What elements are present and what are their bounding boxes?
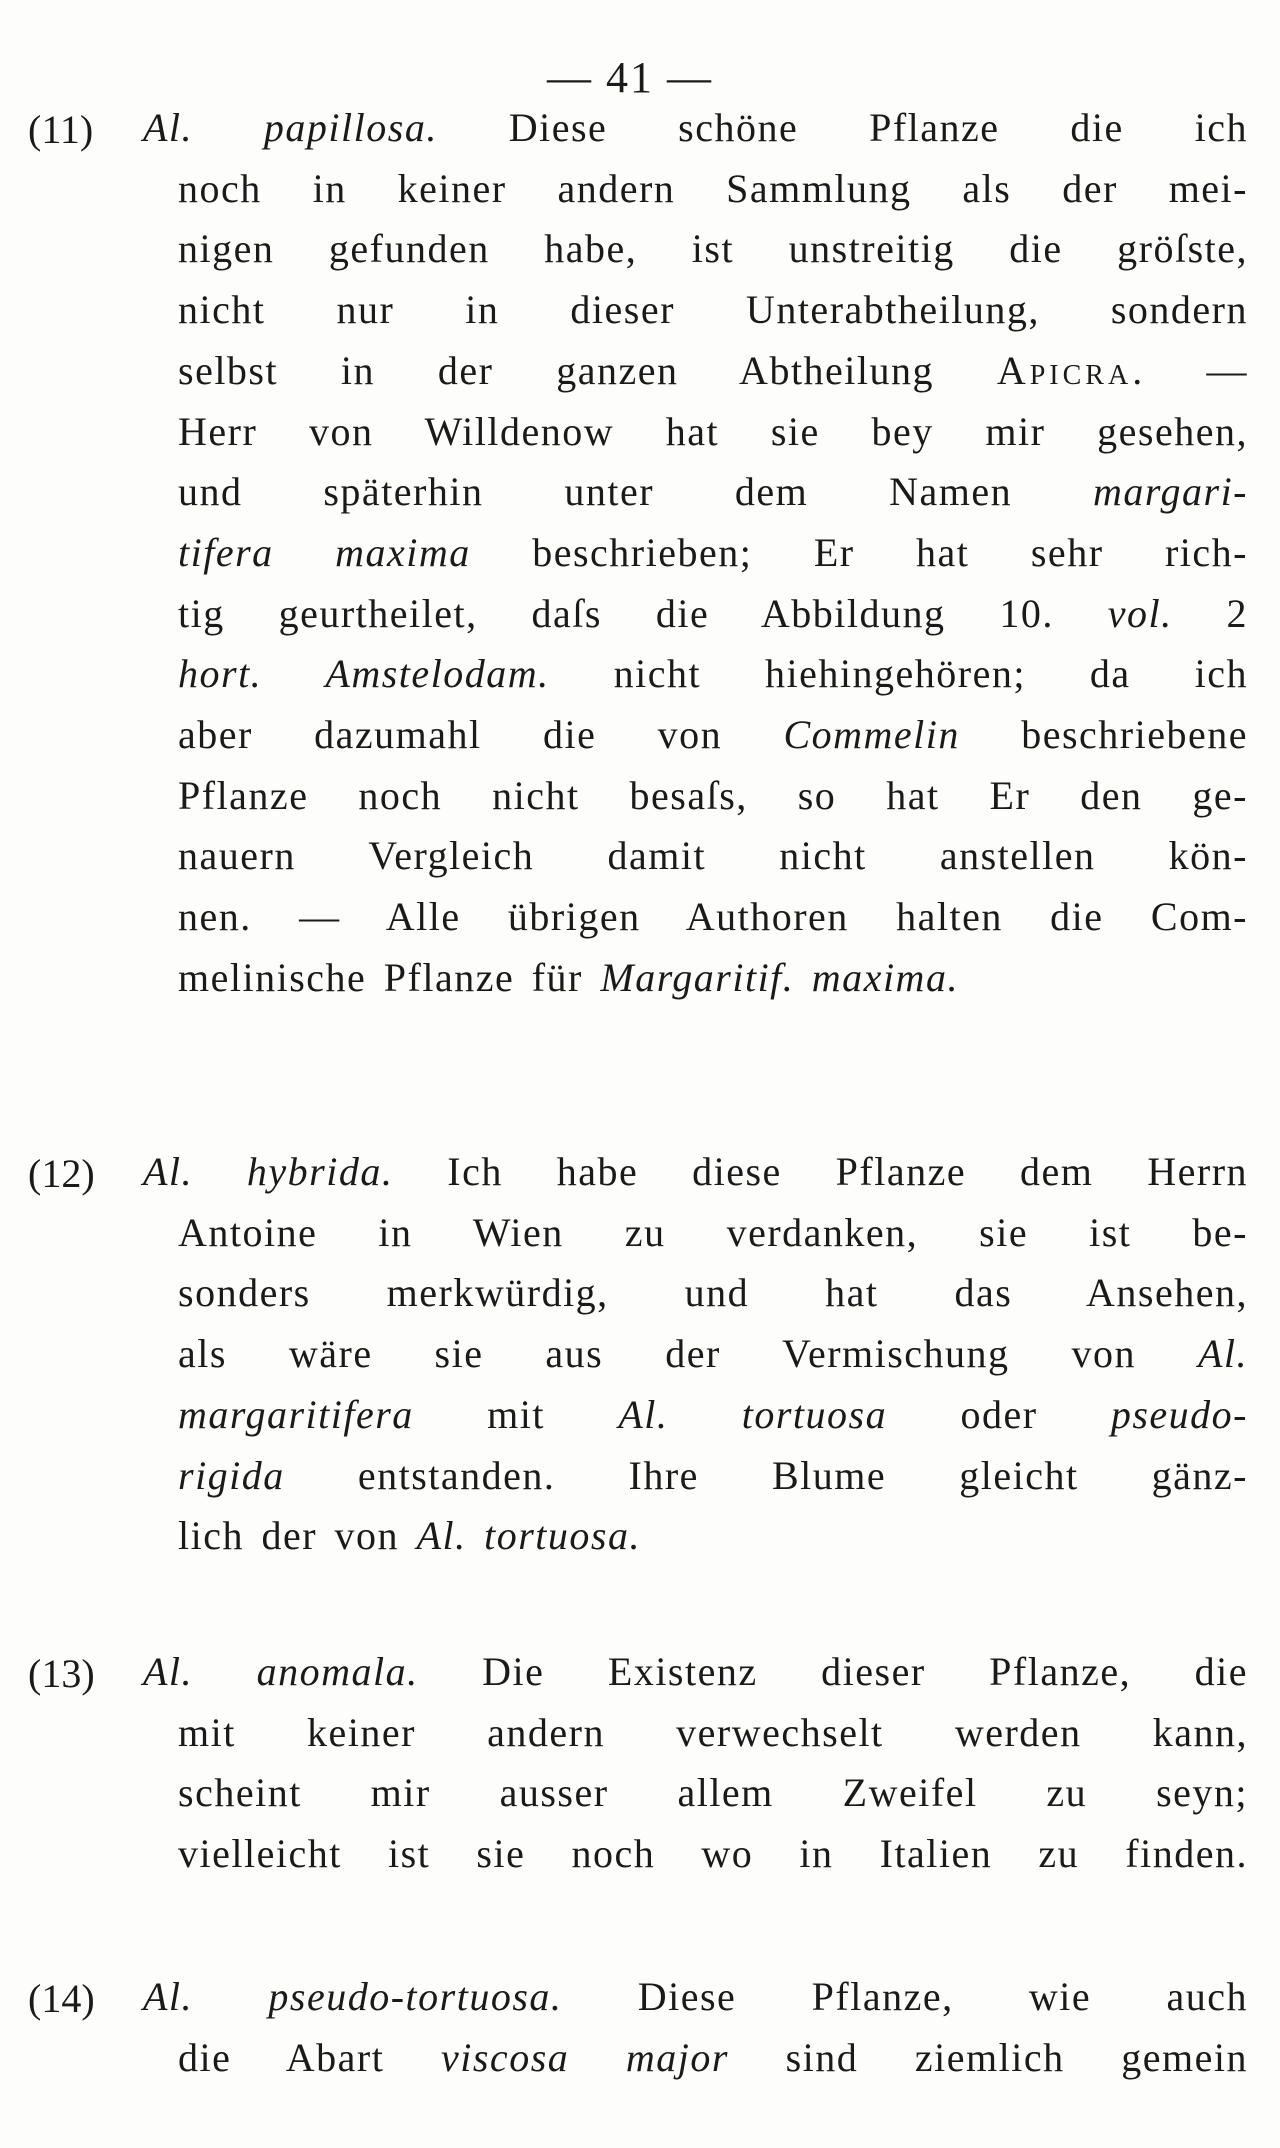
roman-text: nigen gefunden habe, ist unstreitig die gröſste,: [178, 226, 1248, 272]
italic-text: Al.: [1197, 1331, 1248, 1377]
text-line: [178, 644, 1248, 704]
roman-text: nauern Vergleich damit nicht anstellen kön-: [178, 833, 1248, 879]
entry-number: (13): [28, 1651, 95, 1696]
italic-text: Al. pseudo-tortuosa.: [143, 1974, 563, 2019]
roman-text: vielleicht ist sie noch wo in Italien zu finden.: [178, 1831, 1248, 1877]
text-line: [143, 1642, 1248, 1702]
text-line: [178, 1324, 1248, 1384]
italic-text: Al. anomala.: [143, 1649, 419, 1694]
text-line: [178, 766, 1248, 826]
text-line: [178, 1263, 1248, 1323]
italic-text: Al. tortuosa: [618, 1391, 888, 1437]
roman-text: . —: [1132, 347, 1249, 393]
roman-text: Antoine in Wien zu verdanken, sie ist be-: [178, 1209, 1248, 1255]
roman-text: beschrieben; Er hat sehr rich-: [470, 529, 1248, 575]
roman-text: Herr von Willdenow hat sie bey mir gesehen,: [178, 408, 1248, 454]
text-line: [178, 1446, 1248, 1506]
entry-number: (12): [28, 1151, 95, 1196]
roman-text: entstanden. Ihre Blume gleicht gänz-: [284, 1452, 1248, 1498]
roman-text: nicht hiehingehören; da ich: [549, 651, 1248, 697]
roman-text: melinische Pflanze für: [178, 954, 601, 1000]
italic-text: hort. Amstelodam.: [178, 651, 550, 697]
text-line: [178, 826, 1248, 886]
text-line: [143, 1967, 1248, 2027]
italic-text: Margaritif. maxima.: [600, 954, 959, 1000]
roman-text: sind ziemlich gemein: [728, 2034, 1248, 2080]
italic-text: Al. tortuosa.: [416, 1513, 641, 1559]
roman-text: Die Existenz dieser Pflanze, die: [418, 1649, 1248, 1694]
italic-text: Al. papillosa.: [143, 105, 438, 150]
italic-text: margari-: [1093, 469, 1248, 515]
roman-text: die Abart: [178, 2034, 441, 2080]
text-line: [178, 219, 1248, 279]
text-line: [178, 584, 1248, 644]
italic-text: tifera maxima: [178, 529, 471, 575]
roman-text: Diese schöne Pflanze die ich: [437, 105, 1249, 150]
page-number: — 41 —: [547, 53, 713, 102]
text-line: [178, 341, 1248, 401]
small-caps-text: Apicra: [996, 347, 1133, 393]
text-line: [178, 1506, 1248, 1566]
text-line: [178, 948, 1248, 1008]
text-line: [178, 1703, 1248, 1763]
roman-text: beschriebene: [959, 712, 1248, 757]
text-line: [143, 1142, 1248, 1202]
text-line: [178, 523, 1248, 583]
roman-text: oder: [887, 1391, 1111, 1437]
roman-text: Pflanze noch nicht besaſs, so hat Er den ge-: [178, 772, 1248, 818]
entry-number: (11): [28, 107, 94, 152]
roman-text: mit: [413, 1391, 619, 1437]
text-line: [178, 887, 1248, 947]
roman-text: Ich habe diese Pflanze dem Herrn: [393, 1149, 1249, 1194]
italic-text: pseudo-: [1110, 1391, 1248, 1437]
roman-text: lich der von: [178, 1513, 417, 1559]
italic-text: margaritifera: [178, 1391, 414, 1437]
text-line: [178, 1203, 1248, 1263]
roman-text: 2: [1172, 590, 1249, 636]
entry-number: (14): [28, 1976, 95, 2021]
text-line: [178, 402, 1248, 462]
text-line: [178, 705, 1248, 765]
italic-text: viscosa major: [441, 2034, 729, 2080]
italic-text: vol.: [1107, 590, 1173, 636]
roman-text: und späterhin unter dem Namen: [178, 469, 1094, 515]
roman-text: noch in keiner andern Sammlung als der mei-: [178, 165, 1248, 211]
roman-text: tig geurtheilet, daſs die Abbildung 10.: [178, 590, 1108, 636]
roman-text: nicht nur in dieser Unterabtheilung, sondern: [178, 287, 1248, 333]
roman-text: mit keiner andern verwechselt werden kann,: [178, 1709, 1248, 1755]
text-line: [143, 98, 1248, 158]
text-line: [178, 1385, 1248, 1445]
text-line: [178, 1824, 1248, 1884]
text-line: [178, 2028, 1248, 2088]
italic-text: Commelin: [783, 712, 960, 757]
roman-text: aber dazumahl die von: [178, 712, 784, 757]
text-line: [178, 1763, 1248, 1823]
roman-text: als wäre sie aus der Vermischung von: [178, 1331, 1198, 1377]
roman-text: nen. — Alle übrigen Authoren halten die Com-: [178, 894, 1248, 940]
text-line: [178, 462, 1248, 522]
text-line: [178, 280, 1248, 340]
italic-text: Al. hybrida.: [143, 1149, 394, 1194]
text-line: [178, 159, 1248, 219]
roman-text: scheint mir ausser allem Zweifel zu seyn;: [178, 1770, 1248, 1816]
roman-text: selbst in der ganzen Abtheilung: [178, 347, 997, 393]
italic-text: rigida: [178, 1452, 285, 1498]
roman-text: sonders merkwürdig, und hat das Ansehen,: [178, 1270, 1248, 1316]
roman-text: Diese Pflanze, wie auch: [562, 1974, 1249, 2019]
